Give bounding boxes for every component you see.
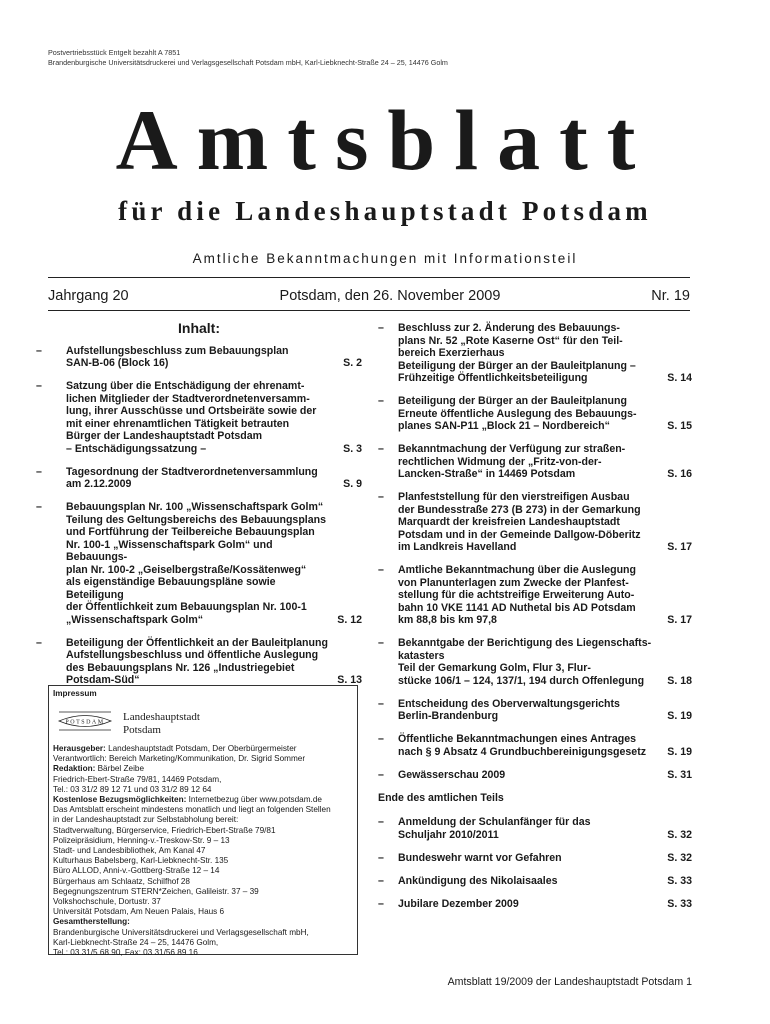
impressum-text: Karl-Liebknecht-Straße 24 – 25, 14476 Golm, xyxy=(53,937,219,947)
toc-entry-page: S. 13 xyxy=(337,674,362,686)
impressum-text: Das Amtsblatt erscheint mindestens monatlich und liegt an folgenden Stellen xyxy=(53,805,331,815)
toc-item xyxy=(36,637,362,687)
toc-entry-title: Bekanntmachung der Verfügung zur straßen- rechtlichen Widmung der „Fritz-von-der- Lancken-Straße“ in 14469 Potsdam xyxy=(398,443,626,480)
toc-entry-title: Satzung über die Entschädigung der ehrenamt- lichen Mitglieder der Stadtverordnetenversamm- lung, ihrer Ausschüsse und Ortsbeiräte sowie der mit einer ehrenamtlichen Tätigkeit betrauten Bürger der Landeshauptstadt Potsdam – Entschädigungssatzung – xyxy=(66,380,317,455)
impressum-line xyxy=(53,826,353,836)
toc-bullet: – xyxy=(378,816,384,828)
toc-entry-title: Bebauungsplan Nr. 100 „Wissenschaftspark Golm“ Teilung des Geltungsbereichs des Bebauungsplans und Fortführung der Teilbereiche Bebauungsplan Nr. 100-1 „Wissenschaftspark Golm“ und Bebauungs- plan Nr. 100-2 „Geiselbergstraße/Kossätenweg“ als eigenständige Bebauungspläne sowie Beteiligung der Öffentlichkeit zum Bebauungsplan Nr. 100-1 „Wissenschaftspark Golm“ xyxy=(66,501,326,626)
toc-entry-title: Ankündigung des Nikolaisaales xyxy=(398,874,558,887)
toc-bullet: – xyxy=(378,851,384,864)
toc-bullet: – xyxy=(378,491,384,503)
toc-bullet: – xyxy=(36,501,42,513)
logo-line-2: Potsdam xyxy=(123,724,161,736)
toc-item xyxy=(378,443,692,481)
toc-item xyxy=(36,501,362,626)
impressum-label: Redaktion: xyxy=(53,764,96,774)
masthead-title: Amtsblatt xyxy=(115,92,655,188)
impressum-text: Büro ALLOD, Anni-v.-Gottberg-Straße 12 – 14 xyxy=(53,866,220,876)
impressum-line xyxy=(53,948,353,958)
toc-entry-page: S. 2 xyxy=(343,357,362,369)
impressum-text: Internetbezug über www.potsdam.de xyxy=(186,795,322,805)
impressum-text: Stadt- und Landesbibliothek, Am Kanal 47 xyxy=(53,846,206,856)
impressum-line xyxy=(53,917,353,927)
impressum-line xyxy=(53,846,353,856)
toc-entry-page: S. 16 xyxy=(667,468,692,480)
toc-item xyxy=(378,875,692,888)
toc-item xyxy=(378,816,692,841)
impressum-text: Bärbel Zeibe xyxy=(95,764,145,774)
toc-entry-page: S. 31 xyxy=(667,768,692,781)
toc-entry-title: Amtliche Bekanntmachung über die Auslegung von Planunterlagen zum Zwecke der Planfest- stellung für die achtstreifige Erweiterung Auto- bahn 10 VKE 1141 AD Nuthetal bis AD Potsdam km 88,8 bis km 97,8 xyxy=(398,564,636,626)
toc-bullet: – xyxy=(378,768,384,781)
toc-entry-title: Planfeststellung für den vierstreifigen Ausbau der Bundesstraße 273 (B 273) in der Gemarkung Marquardt der kreisfreien Landeshauptstadt Potsdam und in der Gemeinde Dallgow-Döberitz im Landkreis Havelland xyxy=(398,491,641,553)
impressum-text: Tel.: 03 31/5 68 90, Fax: 03 31/56 89 16 xyxy=(53,948,198,958)
impressum-line xyxy=(53,764,353,774)
toc-item xyxy=(378,852,692,865)
toc-entry-page: S. 32 xyxy=(667,851,692,864)
page-footer: Amtsblatt 19/2009 der Landeshauptstadt Potsdam 1 xyxy=(447,976,692,988)
toc-entry-title: Bekanntgabe der Berichtigung des Liegenschafts- katasters Teil der Gemarkung Golm, Flur 3, Flur- stücke 106/1 – 124, 137/1, 194 durch Offenlegung xyxy=(398,637,652,687)
toc-entry-page: S. 19 xyxy=(667,745,692,758)
divider-top xyxy=(48,277,690,278)
svg-text:POTSDAM: POTSDAM xyxy=(65,719,105,726)
toc-entry-title: Beteiligung der Öffentlichkeit an der Bauleitplanung Aufstellungsbeschluss und öffentliche Auslegung des Bebauungsplans Nr. 126 „Industriegebiet Potsdam-Süd“ xyxy=(66,636,328,686)
toc-bullet: – xyxy=(378,733,384,745)
toc-entry-page: S. 17 xyxy=(667,541,692,553)
toc-entry-title: Bundeswehr warnt vor Gefahren xyxy=(398,851,562,864)
contents-heading: Inhalt: xyxy=(178,320,220,336)
toc-item xyxy=(378,769,692,782)
toc-entry-page: S. 19 xyxy=(667,710,692,722)
toc-entry-page: S. 33 xyxy=(667,874,692,887)
impressum-line xyxy=(53,785,353,795)
end-official-part: Ende des amtlichen Teils xyxy=(378,791,504,804)
toc-item xyxy=(378,322,692,385)
impressum-line xyxy=(53,775,353,785)
impressum-heading: Impressum xyxy=(53,689,97,698)
toc-entry-page: S. 32 xyxy=(667,828,692,841)
impressum-text: Bürgerhaus am Schlaatz, Schilfhof 28 xyxy=(53,876,190,886)
contents-right-column xyxy=(378,322,692,921)
toc-entry-title: Tagesordnung der Stadtverordnetenversammlung am 2.12.2009 xyxy=(66,465,318,490)
toc-item xyxy=(378,733,692,758)
toc-entry-page: S. 15 xyxy=(667,420,692,432)
impressum-label: Herausgeber: xyxy=(53,744,106,753)
toc-entry-page: S. 33 xyxy=(667,897,692,910)
impressum-text: Volkshochschule, Dortustr. 37 xyxy=(53,897,161,907)
toc-bullet: – xyxy=(36,344,42,357)
toc-entry-title: Entscheidung des Oberverwaltungsgerichts Berlin-Brandenburg xyxy=(398,697,620,722)
toc-item xyxy=(36,380,362,455)
impressum-line xyxy=(53,938,353,948)
impressum-line xyxy=(53,815,353,825)
impressum-label: Kostenlose Bezugsmöglichkeiten: xyxy=(53,795,187,805)
issue-volume: Jahrgang 20 xyxy=(48,288,129,304)
toc-entry-page: S. 3 xyxy=(343,442,362,455)
toc-entry-title: Beteiligung der Bürger an der Bauleitplanung Erneute öffentliche Auslegung des Bebauungs- planes SAN-P11 „Block 21 – Nordbereich“ xyxy=(398,395,637,432)
issue-line xyxy=(48,288,690,304)
contents-left-column xyxy=(36,322,362,697)
toc-item xyxy=(36,345,362,370)
toc-entry-title: Beschluss zur 2. Änderung des Bebauungs- plans Nr. 52 „Rote Kaserne Ost“ für den Teil- bereich Exerzierhaus Beteiligung der Bürger an der Bauleitplanung – Frühzeitige Öffentlichkeitsbeteiligung xyxy=(398,322,636,384)
logo-wordmark xyxy=(123,711,200,737)
impressum-text: Tel.: 03 31/2 89 12 71 und 03 31/2 89 12 64 xyxy=(53,784,212,794)
toc-bullet: – xyxy=(378,395,384,407)
logo-line-1: Landeshauptstadt xyxy=(123,711,200,723)
impressum-line xyxy=(53,744,353,754)
toc-item xyxy=(378,395,692,433)
impressum-text: Landeshauptstadt Potsdam, Der Oberbürgermeister xyxy=(105,744,297,753)
impressum-text: Brandenburgische Universitätsdruckerei und Verlagsgesellschaft mbH, xyxy=(53,927,309,937)
toc-entry-page: S. 9 xyxy=(343,478,362,490)
impressum-label: Gesamtherstellung: xyxy=(53,917,130,927)
toc-bullet: – xyxy=(36,465,42,478)
impressum-box xyxy=(48,685,358,958)
toc-bullet: – xyxy=(378,697,384,710)
impressum-line xyxy=(53,805,353,815)
toc-bullet: – xyxy=(36,380,42,392)
toc-entry-title: Anmeldung der Schulanfänger für das Schuljahr 2010/2011 xyxy=(398,816,591,841)
contents-right-list xyxy=(378,322,692,781)
toc-bullet: – xyxy=(378,322,384,334)
toc-bullet: – xyxy=(378,897,384,910)
toc-entry-title: Aufstellungsbeschluss zum Bebauungsplan SAN-B-06 (Block 16) xyxy=(66,344,289,369)
toc-bullet: – xyxy=(378,637,384,649)
postal-line-1: Postvertriebsstück Entgelt bezahlt A 7851 xyxy=(48,48,181,57)
toc-item xyxy=(378,637,692,687)
impressum-text: Polizeipräsidium, Henning-v.-Treskow-Str. 9 – 13 xyxy=(53,835,230,845)
toc-entry-page: S. 18 xyxy=(667,674,692,687)
impressum-line xyxy=(53,887,353,897)
toc-bullet: – xyxy=(378,564,384,576)
contents-left-list xyxy=(36,345,362,687)
issue-number: Nr. 19 xyxy=(651,288,690,304)
impressum-text: Kulturhaus Babelsberg, Karl-Liebknecht-Str. 135 xyxy=(53,856,229,866)
impressum-line xyxy=(53,877,353,887)
toc-entry-title: Gewässerschau 2009 xyxy=(398,768,506,781)
toc-entry-page: S. 17 xyxy=(667,614,692,626)
impressum-line xyxy=(53,754,353,764)
toc-entry-page: S. 12 xyxy=(337,613,362,626)
impressum-text: Universität Potsdam, Am Neuen Palais, Haus 6 xyxy=(53,907,225,917)
toc-entry-title: Öffentliche Bekanntmachungen eines Antrages nach § 9 Absatz 4 Grundbuchbereinigungsgesetz xyxy=(398,733,647,758)
toc-entry-title: Jubilare Dezember 2009 xyxy=(398,897,519,910)
toc-entry-page: S. 14 xyxy=(667,372,692,384)
potsdam-logo xyxy=(57,708,113,734)
impressum-line xyxy=(53,836,353,846)
contents-unofficial-list xyxy=(378,816,692,910)
toc-bullet: – xyxy=(378,443,384,455)
toc-item xyxy=(36,466,362,491)
toc-bullet: – xyxy=(36,636,42,649)
divider-bottom xyxy=(48,310,690,311)
impressum-text: in der Landeshauptstadt zur Selbstabholung bereit: xyxy=(53,815,239,825)
masthead-subtitle: für die Landeshauptstadt Potsdam xyxy=(118,196,652,226)
impressum-text: Friedrich-Ebert-Straße 79/81, 14469 Potsdam, xyxy=(53,774,222,784)
impressum-line xyxy=(53,856,353,866)
toc-item xyxy=(378,491,692,554)
toc-item xyxy=(378,698,692,723)
toc-item xyxy=(378,564,692,627)
impressum-line xyxy=(53,795,353,805)
postal-notice xyxy=(48,48,448,67)
impressum-text: Stadtverwaltung, Bürgerservice, Friedrich-Ebert-Straße 79/81 xyxy=(53,825,276,835)
toc-bullet: – xyxy=(378,874,384,887)
toc-item xyxy=(378,898,692,911)
impressum-text: Begegnungszentrum STERN*Zeichen, Galileistr. 37 – 39 xyxy=(53,886,259,896)
impressum-line xyxy=(53,928,353,938)
issue-place-date: Potsdam, den 26. November 2009 xyxy=(279,288,501,304)
impressum-line xyxy=(53,897,353,907)
postal-line-2: Brandenburgische Universitätsdruckerei und Verlagsgesellschaft Potsdam mbH, Karl-Liebknecht-Straße 24 – 25, 14476 Golm xyxy=(48,57,448,67)
impressum-line xyxy=(53,907,353,917)
impressum-body xyxy=(53,744,353,958)
impressum-text: Verantwortlich: Bereich Marketing/Kommunikation, Dr. Sigrid Sommer xyxy=(53,754,306,764)
masthead-tagline: Amtliche Bekanntmachungen mit Informationsteil xyxy=(192,251,578,266)
impressum-line xyxy=(53,866,353,876)
